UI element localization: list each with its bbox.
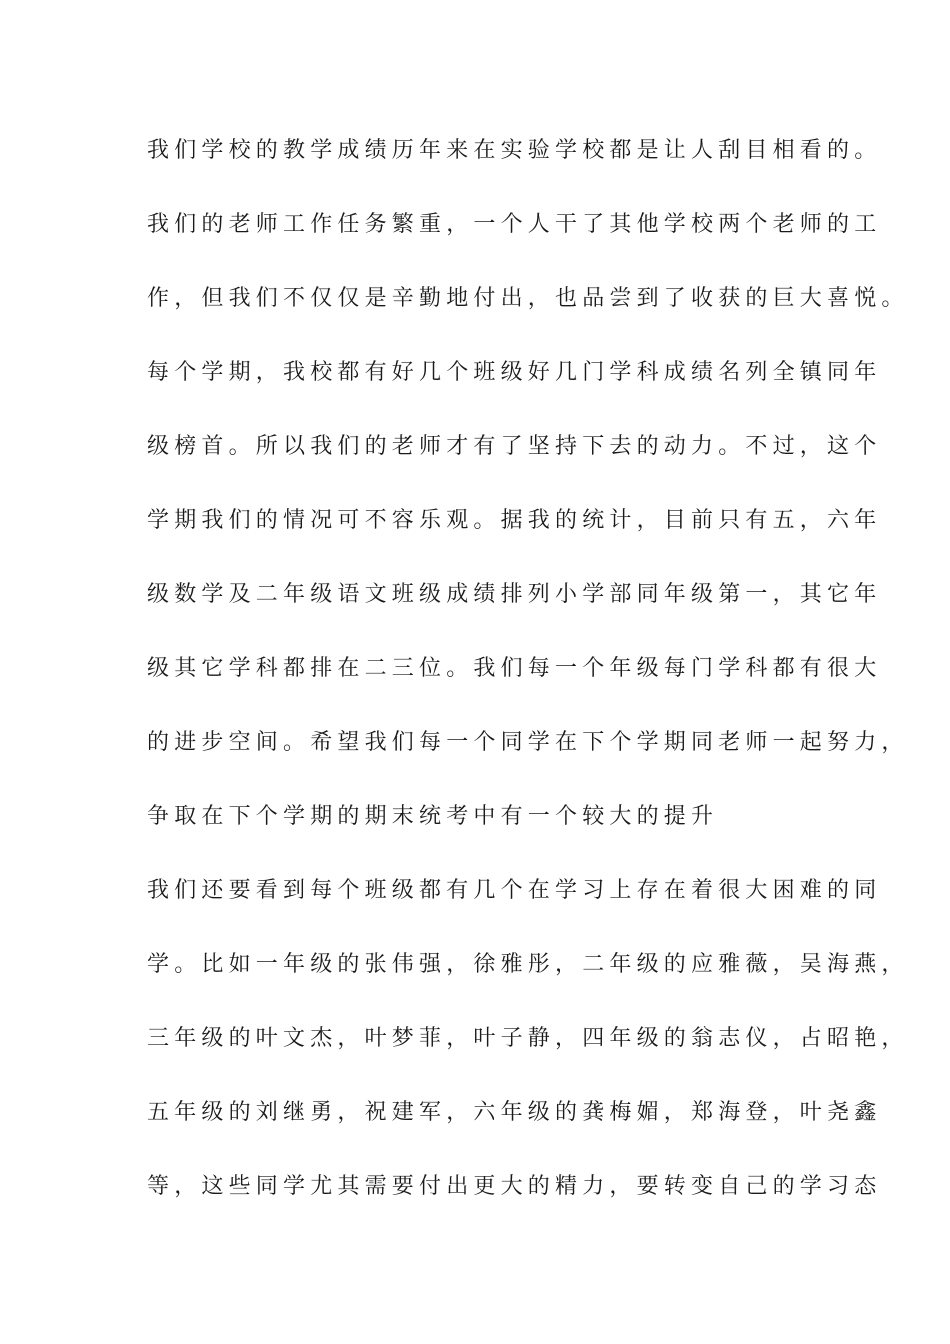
text-line: 学。比如一年级的张伟强，徐雅彤，二年级的应雅薇，吴海燕，	[147, 952, 909, 977]
text-line: 三年级的叶文杰，叶梦菲，叶子静，四年级的翁志仪，占昭艳，	[147, 1026, 909, 1051]
text-line: 级榜首。所以我们的老师才有了坚持下去的动力。不过，这个	[147, 434, 882, 459]
text-line: 级其它学科都排在二三位。我们每一个年级每门学科都有很大	[147, 656, 882, 681]
text-line: 我们学校的教学成绩历年来在实验学校都是让人刮目相看的。	[147, 138, 882, 163]
text-line: 五年级的刘继勇，祝建军，六年级的龚梅媚，郑海登，叶尧鑫	[147, 1100, 882, 1125]
text-line: 级数学及二年级语文班级成绩排列小学部同年级第一，其它年	[147, 582, 882, 607]
text-line: 每个学期，我校都有好几个班级好几门学科成绩名列全镇同年	[147, 360, 882, 385]
text-line: 我们还要看到每个班级都有几个在学习上存在着很大困难的同	[147, 878, 882, 903]
text-line: 争取在下个学期的期末统考中有一个较大的提升	[147, 804, 719, 829]
text-line: 的进步空间。希望我们每一个同学在下个学期同老师一起努力，	[147, 730, 909, 755]
text-line: 学期我们的情况可不容乐观。据我的统计，目前只有五，六年	[147, 508, 882, 533]
text-line: 等，这些同学尤其需要付出更大的精力，要转变自己的学习态	[147, 1174, 882, 1199]
text-line: 作，但我们不仅仅是辛勤地付出，也品尝到了收获的巨大喜悦。	[147, 286, 909, 311]
text-line: 我们的老师工作任务繁重，一个人干了其他学校两个老师的工	[147, 212, 882, 237]
